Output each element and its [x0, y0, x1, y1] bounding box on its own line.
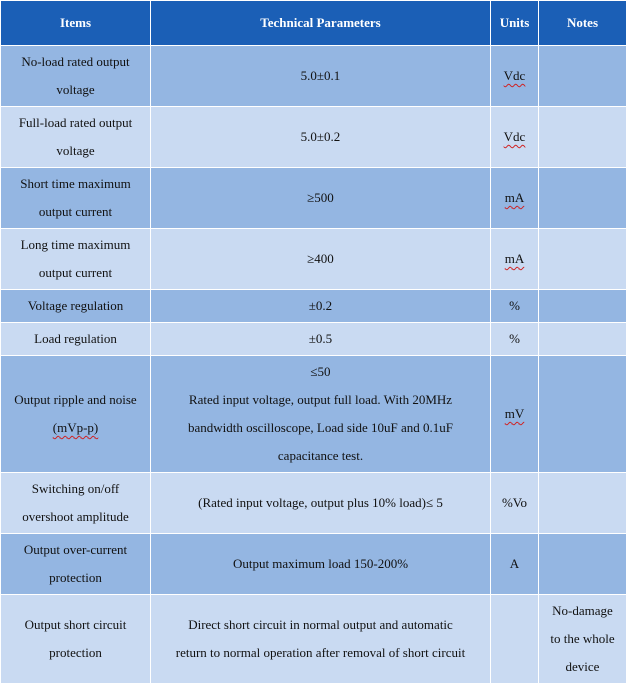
param-cell: ≥500	[151, 168, 491, 229]
note-line: No-damage	[545, 597, 620, 625]
param-cell	[151, 356, 491, 473]
note-line: to the whole	[545, 625, 620, 653]
param-line: ≤50	[157, 358, 484, 386]
item-cell	[1, 46, 151, 107]
param-cell: 5.0±0.1	[151, 46, 491, 107]
note-cell	[539, 356, 626, 473]
item-label-line: Output short circuit	[7, 611, 144, 639]
unit-cell	[491, 229, 539, 290]
param-line: Direct short circuit in normal output and automatic	[157, 611, 484, 639]
item-label-line: voltage	[7, 137, 144, 165]
param-cell	[151, 595, 491, 684]
unit-cell: %	[491, 290, 539, 323]
header-row	[1, 1, 626, 46]
unit-cell	[491, 595, 539, 684]
unit-value: Vdc	[504, 68, 526, 83]
table-row	[1, 534, 626, 595]
unit-value: mA	[505, 190, 525, 205]
item-label-line: protection	[7, 639, 144, 667]
note-cell	[539, 323, 626, 356]
note-cell	[539, 534, 626, 595]
item-cell: Voltage regulation	[1, 290, 151, 323]
item-label-line: (mVp-p)	[7, 414, 144, 442]
note-cell	[539, 46, 626, 107]
param-cell: Output maximum load 150-200%	[151, 534, 491, 595]
item-cell: Load regulation	[1, 323, 151, 356]
header-items: Items	[1, 1, 151, 46]
unit-value: Vdc	[504, 129, 526, 144]
item-label-line: output current	[7, 259, 144, 287]
item-cell	[1, 356, 151, 473]
note-line: device	[545, 653, 620, 681]
item-cell	[1, 229, 151, 290]
param-cell: ≥400	[151, 229, 491, 290]
param-cell: (Rated input voltage, output plus 10% load)≤ 5	[151, 473, 491, 534]
table-row	[1, 107, 626, 168]
param-line: return to normal operation after removal of short circuit	[157, 639, 484, 667]
header-units: Units	[491, 1, 539, 46]
item-label-line: Short time maximum	[7, 170, 144, 198]
item-label-line: Output ripple and noise	[7, 386, 144, 414]
item-label-line: protection	[7, 564, 144, 592]
table-row	[1, 229, 626, 290]
param-line: bandwidth oscilloscope, Load side 10uF and 0.1uF	[157, 414, 484, 442]
item-label-line: voltage	[7, 76, 144, 104]
table-row	[1, 356, 626, 473]
unit-cell: %	[491, 323, 539, 356]
table-row	[1, 595, 626, 684]
param-line: Rated input voltage, output full load. With 20MHz	[157, 386, 484, 414]
unit-cell: A	[491, 534, 539, 595]
table-row	[1, 473, 626, 534]
param-cell: 5.0±0.2	[151, 107, 491, 168]
table-row	[1, 168, 626, 229]
param-cell: ±0.2	[151, 290, 491, 323]
param-line: capacitance test.	[157, 442, 484, 470]
table-row	[1, 323, 626, 356]
unit-value: mA	[505, 251, 525, 266]
item-label-line: No-load rated output	[7, 48, 144, 76]
item-cell	[1, 534, 151, 595]
header-technical-parameters: Technical Parameters	[151, 1, 491, 46]
unit-cell	[491, 107, 539, 168]
unit-cell	[491, 356, 539, 473]
unit-cell	[491, 46, 539, 107]
item-cell	[1, 168, 151, 229]
table-row	[1, 46, 626, 107]
item-label-line: Long time maximum	[7, 231, 144, 259]
item-label-line: overshoot amplitude	[7, 503, 144, 531]
item-label-line: Switching on/off	[7, 475, 144, 503]
unit-cell	[491, 168, 539, 229]
header-notes: Notes	[539, 1, 626, 46]
note-cell	[539, 107, 626, 168]
note-cell	[539, 473, 626, 534]
item-label-line: Output over-current	[7, 536, 144, 564]
item-cell	[1, 473, 151, 534]
item-cell	[1, 107, 151, 168]
table-row	[1, 290, 626, 323]
unit-cell: %Vo	[491, 473, 539, 534]
note-cell	[539, 168, 626, 229]
item-label-line: Full-load rated output	[7, 109, 144, 137]
note-cell	[539, 290, 626, 323]
param-cell: ±0.5	[151, 323, 491, 356]
item-label-line: output current	[7, 198, 144, 226]
note-cell	[539, 229, 626, 290]
note-cell	[539, 595, 626, 684]
item-cell	[1, 595, 151, 684]
unit-value: mV	[505, 406, 525, 421]
